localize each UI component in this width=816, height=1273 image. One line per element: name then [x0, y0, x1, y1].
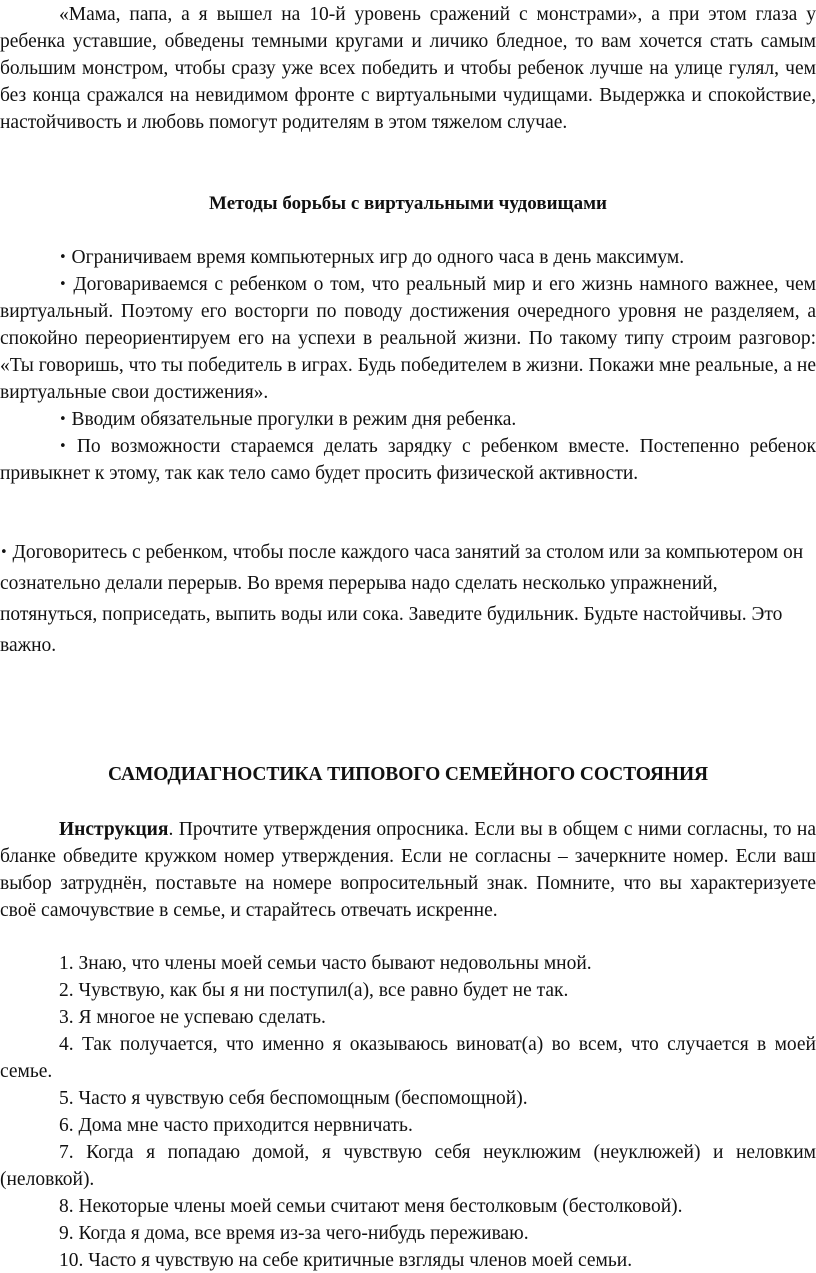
list-item	[0, 406, 816, 433]
statements-list	[0, 950, 816, 1273]
list-item: 7. Когда я попадаю домой, я чувствую себя неуклюжим (неуклюжей) и неловким (неловкой).	[0, 1142, 816, 1190]
list-item: 10. Часто я чувствую на себе критичные взгляды членов моей семьи.	[59, 1250, 633, 1271]
method-text: Вводим обязательные прогулки в режим дня ребенка.	[71, 409, 517, 430]
method-text: Договоритесь с ребенком, чтобы после каждого часа занятий за столом или за компьютером он сознательно делали перерыв. Во время перерыва надо сделать несколько упражнений, потянуться, поприседать, выпить воды или сока. Заведите будильник. Будьте настойчивы. Это важно.	[0, 542, 804, 656]
diagnostics-heading: САМОДИАГНОСТИКА ТИПОВОГО СЕМЕЙНОГО СОСТОЯНИЯ	[107, 764, 709, 785]
list-item: 6. Дома мне часто приходится нервничать.	[59, 1115, 413, 1136]
instruction-text: . Прочтите утверждения опросника. Если вы в общем с ними согласны, то на бланке обведите кружком номер утверждения. Если не согласны – зачеркните номер. Если ваш выбор затруднён, поставьте на номере вопросительный знак. Помните, что вы характеризуете своё самочувствие в семье, и старайтесь отвечать искренне.	[0, 819, 816, 921]
last-method-item	[0, 537, 816, 661]
intro-paragraph: «Мама, папа, а я вышел на 10-й уровень сражений с монстрами», а при этом глаза у ребенка уставшие, обведены темными кругами и личико бледное, то вам хочется стать самым большим монстром, чтобы сразу уже всех победить и чтобы ребенок лучше на улице гулял, чем без конца сражался на невидимом фронте с виртуальными чудищами. Выдержка и спокойствие, настойчивость и любовь помогут родителям в этом тяжелом случае.	[0, 4, 816, 133]
list-item: 8. Некоторые члены моей семьи считают меня бестолковым (бестолковой).	[59, 1196, 683, 1217]
list-item: 1. Знаю, что члены моей семьи часто бывают недовольны мной.	[59, 953, 592, 974]
methods-list	[0, 244, 816, 487]
bullet-icon: •	[59, 277, 67, 292]
bullet-icon: •	[59, 439, 67, 454]
method-text: Ограничиваем время компьютерных игр до одного часа в день максимум.	[71, 247, 685, 268]
bullet-icon: •	[59, 250, 67, 265]
bullet-icon: •	[0, 545, 8, 560]
list-item: 2. Чувствую, как бы я ни поступил(а), все равно будет не так.	[59, 980, 569, 1001]
list-item	[0, 271, 816, 406]
list-item: 3. Я многое не успеваю сделать.	[59, 1007, 326, 1028]
list-item: 4. Так получается, что именно я оказываюсь виноват(а) во всем, что случается в моей семье.	[0, 1034, 816, 1082]
methods-heading: Методы борьбы с виртуальными чудовищами	[209, 193, 607, 214]
list-item: 5. Часто я чувствую себя беспомощным (беспомощной).	[59, 1088, 528, 1109]
instruction-paragraph	[0, 816, 816, 924]
list-item	[0, 244, 816, 271]
list-item	[0, 433, 816, 487]
list-item: 9. Когда я дома, все время из-за чего-нибудь переживаю.	[59, 1223, 529, 1244]
bullet-icon: •	[59, 412, 67, 427]
instruction-label: Инструкция	[59, 819, 169, 840]
method-text: Договариваемся с ребенком о том, что реальный мир и его жизнь намного важнее, чем виртуальный. Поэтому его восторги по поводу достижения очередного уровня не разделяем, а спокойно переориентируем его на успехи в реальной жизни. По такому типу строим разговор: «Ты говоришь, что ты победитель в играх. Будь победителем в жизни. Покажи мне реальные, а не виртуальные свои достижения».	[0, 274, 816, 403]
method-text: По возможности стараемся делать зарядку с ребенком вместе. Постепенно ребенок привыкнет к этому, так как тело само будет просить физической активности.	[0, 436, 816, 484]
